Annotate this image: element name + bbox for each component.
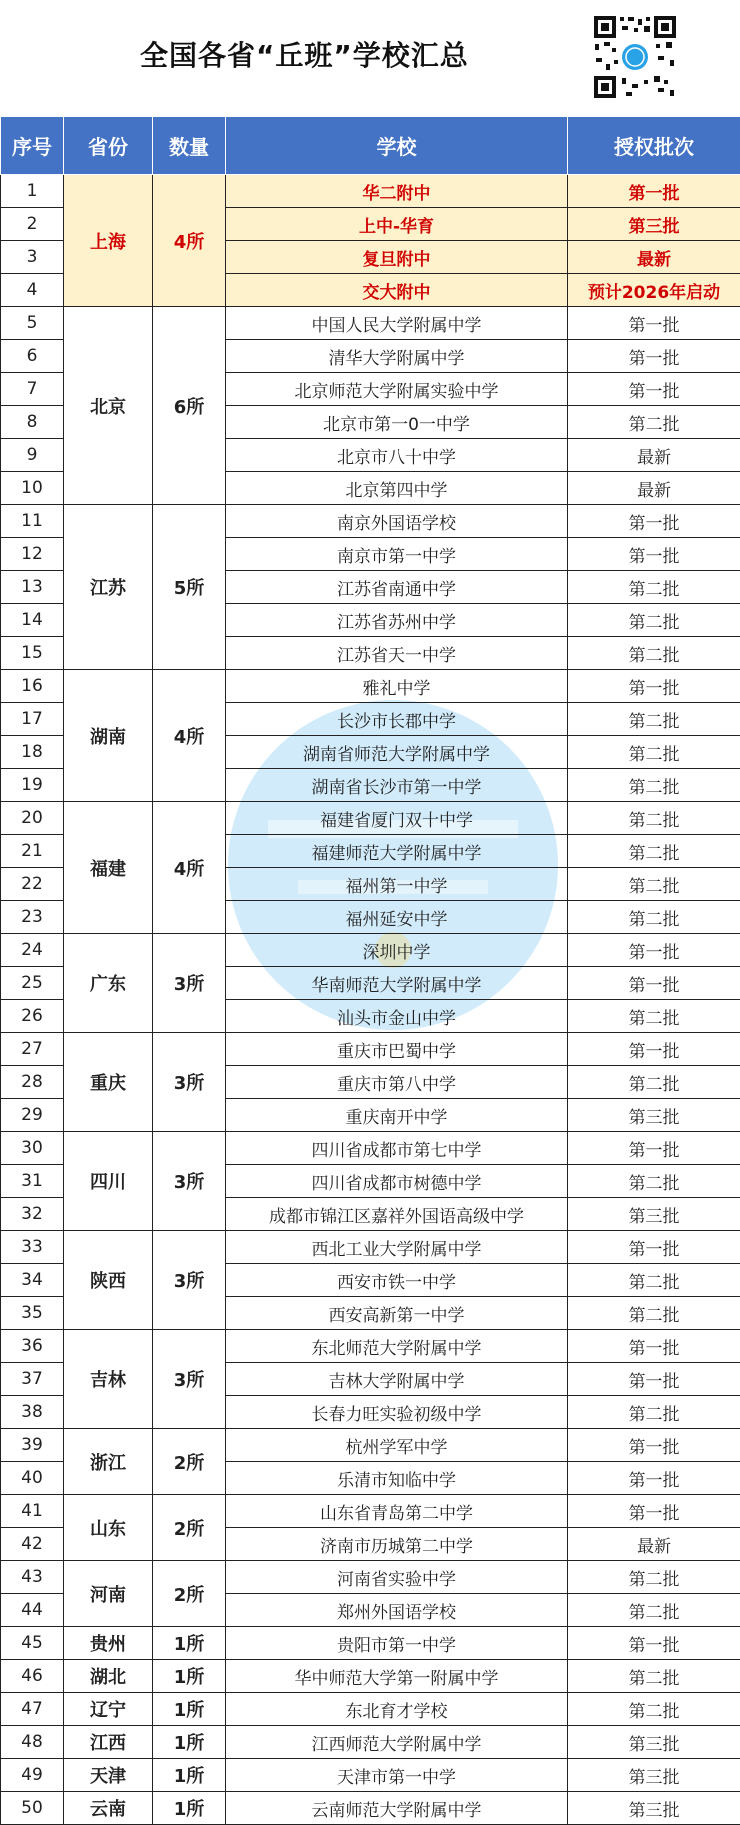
row-number: 16 [1, 670, 64, 703]
row-number: 42 [1, 1528, 64, 1561]
count-cell: 2所 [153, 1561, 226, 1627]
school-name: 华中师范大学第一附属中学 [226, 1660, 568, 1693]
province-cell: 四川 [64, 1132, 153, 1231]
school-name: 湖南省长沙市第一中学 [226, 769, 568, 802]
row-number: 8 [1, 406, 64, 439]
province-cell: 广东 [64, 934, 153, 1033]
column-header-school: 学校 [226, 117, 568, 175]
row-number: 10 [1, 472, 64, 505]
row-number: 27 [1, 1033, 64, 1066]
table-row [1, 1132, 740, 1165]
school-name: 华二附中 [226, 175, 568, 208]
row-number: 25 [1, 967, 64, 1000]
table-row [1, 1660, 740, 1693]
column-header-province: 省份 [64, 117, 153, 175]
batch-cell: 第二批 [568, 1000, 740, 1033]
batch-cell: 第二批 [568, 901, 740, 934]
table-row [1, 670, 740, 703]
batch-cell: 第二批 [568, 604, 740, 637]
row-number: 14 [1, 604, 64, 637]
school-name: 西安市铁一中学 [226, 1264, 568, 1297]
row-number: 47 [1, 1693, 64, 1726]
school-name: 深圳中学 [226, 934, 568, 967]
count-cell: 5所 [153, 505, 226, 670]
count-cell: 2所 [153, 1429, 226, 1495]
count-cell: 6所 [153, 307, 226, 505]
count-cell: 1所 [153, 1693, 226, 1726]
count-cell: 4所 [153, 670, 226, 802]
school-name: 云南师范大学附属中学 [226, 1792, 568, 1825]
school-name: 南京市第一中学 [226, 538, 568, 571]
batch-cell: 第二批 [568, 571, 740, 604]
batch-cell: 第二批 [568, 1165, 740, 1198]
row-number: 44 [1, 1594, 64, 1627]
count-cell: 1所 [153, 1660, 226, 1693]
province-cell: 重庆 [64, 1033, 153, 1132]
row-number: 28 [1, 1066, 64, 1099]
schools-table [0, 116, 740, 1825]
qr-code-icon [592, 14, 678, 100]
row-number: 15 [1, 637, 64, 670]
row-number: 29 [1, 1099, 64, 1132]
count-cell: 2所 [153, 1495, 226, 1561]
school-name: 南京外国语学校 [226, 505, 568, 538]
row-number: 40 [1, 1462, 64, 1495]
row-number: 1 [1, 175, 64, 208]
batch-cell: 第二批 [568, 1660, 740, 1693]
batch-cell: 第二批 [568, 1066, 740, 1099]
batch-cell: 第二批 [568, 637, 740, 670]
batch-cell: 第三批 [568, 1759, 740, 1792]
row-number: 22 [1, 868, 64, 901]
school-name: 四川省成都市第七中学 [226, 1132, 568, 1165]
count-cell: 4所 [153, 175, 226, 307]
row-number: 31 [1, 1165, 64, 1198]
row-number: 30 [1, 1132, 64, 1165]
batch-cell: 第一批 [568, 967, 740, 1000]
row-number: 26 [1, 1000, 64, 1033]
batch-cell: 第三批 [568, 1099, 740, 1132]
row-number: 23 [1, 901, 64, 934]
table-row [1, 1627, 740, 1660]
row-number: 48 [1, 1726, 64, 1759]
count-cell: 1所 [153, 1792, 226, 1825]
school-name: 北京第四中学 [226, 472, 568, 505]
school-name: 华南师范大学附属中学 [226, 967, 568, 1000]
row-number: 38 [1, 1396, 64, 1429]
table-row [1, 1495, 740, 1528]
count-cell: 3所 [153, 934, 226, 1033]
count-cell: 1所 [153, 1726, 226, 1759]
row-number: 32 [1, 1198, 64, 1231]
school-name: 福州第一中学 [226, 868, 568, 901]
batch-cell: 第二批 [568, 736, 740, 769]
batch-cell: 第二批 [568, 1297, 740, 1330]
row-number: 7 [1, 373, 64, 406]
batch-cell: 第一批 [568, 1033, 740, 1066]
school-name: 福州延安中学 [226, 901, 568, 934]
school-name: 长春力旺实验初级中学 [226, 1396, 568, 1429]
table-row [1, 175, 740, 208]
batch-cell: 第二批 [568, 835, 740, 868]
school-name: 重庆南开中学 [226, 1099, 568, 1132]
row-number: 37 [1, 1363, 64, 1396]
row-number: 12 [1, 538, 64, 571]
school-name: 四川省成都市树德中学 [226, 1165, 568, 1198]
batch-cell: 第二批 [568, 703, 740, 736]
school-name: 北京市第一0一中学 [226, 406, 568, 439]
province-cell: 福建 [64, 802, 153, 934]
row-number: 21 [1, 835, 64, 868]
row-number: 17 [1, 703, 64, 736]
school-name: 江西师范大学附属中学 [226, 1726, 568, 1759]
row-number: 43 [1, 1561, 64, 1594]
batch-cell: 第一批 [568, 505, 740, 538]
school-name: 清华大学附属中学 [226, 340, 568, 373]
batch-cell: 第一批 [568, 538, 740, 571]
table-row [1, 1693, 740, 1726]
batch-cell: 第一批 [568, 1132, 740, 1165]
table-row [1, 1726, 740, 1759]
row-number: 5 [1, 307, 64, 340]
count-cell: 3所 [153, 1033, 226, 1132]
table-row [1, 505, 740, 538]
school-name: 长沙市长郡中学 [226, 703, 568, 736]
row-number: 45 [1, 1627, 64, 1660]
province-cell: 天津 [64, 1759, 153, 1792]
count-cell: 3所 [153, 1132, 226, 1231]
row-number: 41 [1, 1495, 64, 1528]
row-number: 13 [1, 571, 64, 604]
table-row [1, 1759, 740, 1792]
page-title: 全国各省“丘班”学校汇总 [140, 39, 469, 72]
row-number: 49 [1, 1759, 64, 1792]
batch-cell: 第二批 [568, 769, 740, 802]
row-number: 11 [1, 505, 64, 538]
table-body [1, 175, 740, 1825]
row-number: 46 [1, 1660, 64, 1693]
school-name: 福建师范大学附属中学 [226, 835, 568, 868]
row-number: 6 [1, 340, 64, 373]
school-name: 东北师范大学附属中学 [226, 1330, 568, 1363]
school-name: 北京师范大学附属实验中学 [226, 373, 568, 406]
batch-cell: 第三批 [568, 208, 740, 241]
row-number: 39 [1, 1429, 64, 1462]
batch-cell: 第一批 [568, 1231, 740, 1264]
table-row [1, 1033, 740, 1066]
table-row [1, 934, 740, 967]
province-cell: 云南 [64, 1792, 153, 1825]
table-row [1, 802, 740, 835]
column-header-batch: 授权批次 [568, 117, 740, 175]
row-number: 35 [1, 1297, 64, 1330]
row-number: 33 [1, 1231, 64, 1264]
province-cell: 辽宁 [64, 1693, 153, 1726]
batch-cell: 第一批 [568, 670, 740, 703]
count-cell: 3所 [153, 1231, 226, 1330]
school-name: 郑州外国语学校 [226, 1594, 568, 1627]
school-name: 山东省青岛第二中学 [226, 1495, 568, 1528]
school-name: 西北工业大学附属中学 [226, 1231, 568, 1264]
school-name: 重庆市第八中学 [226, 1066, 568, 1099]
school-name: 济南市历城第二中学 [226, 1528, 568, 1561]
count-cell: 1所 [153, 1627, 226, 1660]
batch-cell: 第二批 [568, 1264, 740, 1297]
column-header-no: 序号 [1, 117, 64, 175]
table-row [1, 1792, 740, 1825]
school-name: 东北育才学校 [226, 1693, 568, 1726]
row-number: 20 [1, 802, 64, 835]
province-cell: 河南 [64, 1561, 153, 1627]
province-cell: 上海 [64, 175, 153, 307]
count-cell: 3所 [153, 1330, 226, 1429]
table-row [1, 1231, 740, 1264]
table-row [1, 1561, 740, 1594]
column-header-count: 数量 [153, 117, 226, 175]
batch-cell: 第一批 [568, 1462, 740, 1495]
batch-cell: 第二批 [568, 406, 740, 439]
row-number: 18 [1, 736, 64, 769]
province-cell: 山东 [64, 1495, 153, 1561]
batch-cell: 第一批 [568, 1495, 740, 1528]
batch-cell: 第一批 [568, 1330, 740, 1363]
school-name: 湖南省师范大学附属中学 [226, 736, 568, 769]
batch-cell: 第一批 [568, 934, 740, 967]
school-name: 天津市第一中学 [226, 1759, 568, 1792]
school-name: 江苏省苏州中学 [226, 604, 568, 637]
school-name: 江苏省天一中学 [226, 637, 568, 670]
row-number: 24 [1, 934, 64, 967]
batch-cell: 第三批 [568, 1198, 740, 1231]
school-name: 西安高新第一中学 [226, 1297, 568, 1330]
school-name: 北京市八十中学 [226, 439, 568, 472]
school-name: 复旦附中 [226, 241, 568, 274]
province-cell: 湖北 [64, 1660, 153, 1693]
province-cell: 北京 [64, 307, 153, 505]
school-name: 中国人民大学附属中学 [226, 307, 568, 340]
batch-cell: 第二批 [568, 802, 740, 835]
row-number: 3 [1, 241, 64, 274]
row-number: 9 [1, 439, 64, 472]
page-header [0, 0, 740, 116]
school-name: 汕头市金山中学 [226, 1000, 568, 1033]
province-cell: 陕西 [64, 1231, 153, 1330]
province-cell: 浙江 [64, 1429, 153, 1495]
batch-cell: 第一批 [568, 307, 740, 340]
school-name: 上中-华育 [226, 208, 568, 241]
school-name: 杭州学军中学 [226, 1429, 568, 1462]
batch-cell: 第三批 [568, 1726, 740, 1759]
batch-cell: 预计2026年启动 [568, 274, 740, 307]
table-header-row [1, 117, 740, 175]
batch-cell: 第二批 [568, 1396, 740, 1429]
school-name: 河南省实验中学 [226, 1561, 568, 1594]
school-name: 江苏省南通中学 [226, 571, 568, 604]
batch-cell: 第一批 [568, 340, 740, 373]
batch-cell: 第二批 [568, 1561, 740, 1594]
batch-cell: 第一批 [568, 175, 740, 208]
batch-cell: 最新 [568, 472, 740, 505]
table-row [1, 1429, 740, 1462]
province-cell: 湖南 [64, 670, 153, 802]
batch-cell: 第二批 [568, 868, 740, 901]
batch-cell: 最新 [568, 1528, 740, 1561]
province-cell: 江西 [64, 1726, 153, 1759]
table-row [1, 307, 740, 340]
row-number: 36 [1, 1330, 64, 1363]
school-name: 重庆市巴蜀中学 [226, 1033, 568, 1066]
province-cell: 贵州 [64, 1627, 153, 1660]
row-number: 4 [1, 274, 64, 307]
batch-cell: 第二批 [568, 1594, 740, 1627]
row-number: 34 [1, 1264, 64, 1297]
school-name: 乐清市知临中学 [226, 1462, 568, 1495]
batch-cell: 最新 [568, 241, 740, 274]
school-name: 交大附中 [226, 274, 568, 307]
batch-cell: 第二批 [568, 1693, 740, 1726]
count-cell: 1所 [153, 1759, 226, 1792]
row-number: 2 [1, 208, 64, 241]
row-number: 50 [1, 1792, 64, 1825]
school-name: 贵阳市第一中学 [226, 1627, 568, 1660]
batch-cell: 最新 [568, 439, 740, 472]
row-number: 19 [1, 769, 64, 802]
school-name: 成都市锦江区嘉祥外国语高级中学 [226, 1198, 568, 1231]
table-row [1, 1330, 740, 1363]
school-name: 雅礼中学 [226, 670, 568, 703]
batch-cell: 第一批 [568, 1363, 740, 1396]
batch-cell: 第一批 [568, 1429, 740, 1462]
batch-cell: 第一批 [568, 373, 740, 406]
school-name: 福建省厦门双十中学 [226, 802, 568, 835]
count-cell: 4所 [153, 802, 226, 934]
province-cell: 吉林 [64, 1330, 153, 1429]
batch-cell: 第一批 [568, 1627, 740, 1660]
school-name: 吉林大学附属中学 [226, 1363, 568, 1396]
province-cell: 江苏 [64, 505, 153, 670]
batch-cell: 第三批 [568, 1792, 740, 1825]
